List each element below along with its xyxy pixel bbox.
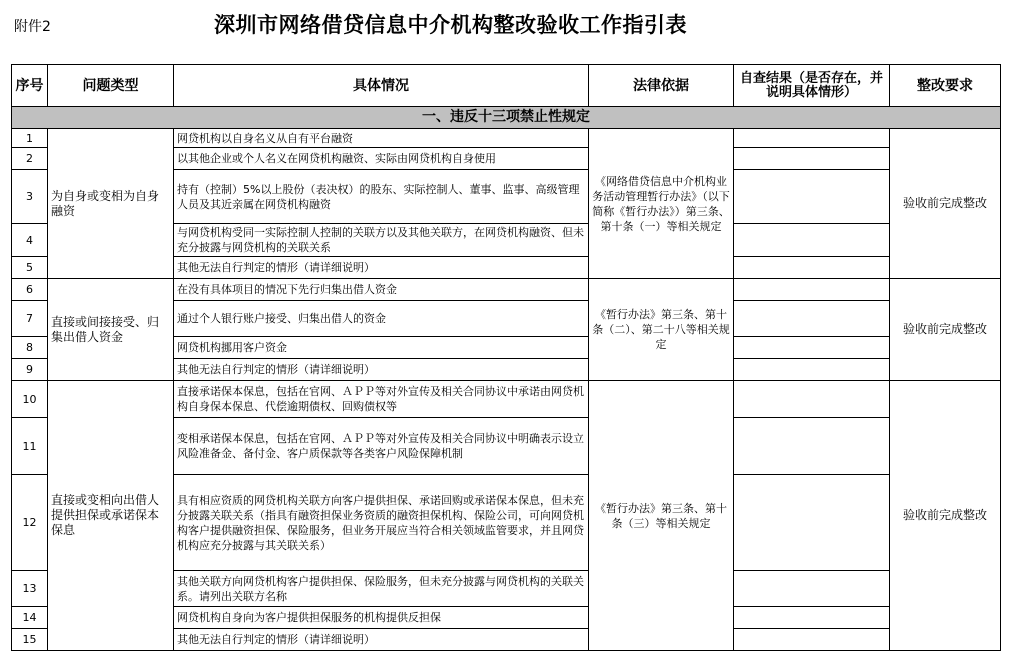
self-check-cell[interactable]: [734, 170, 890, 224]
row-number: 12: [12, 475, 48, 571]
requirement: 验收前完成整改: [890, 279, 1001, 381]
rectification-guide-table: [11, 64, 1001, 651]
detail-text: 直接承诺保本保息，包括在官网、ＡＰＰ等对外宣传及相关合同协议中承诺由网贷机构自身保本保息、代偿逾期债权、回购债权等: [174, 381, 589, 418]
row-number: 1: [12, 129, 48, 148]
detail-text: 网贷机构挪用客户资金: [174, 337, 589, 359]
row-number: 10: [12, 381, 48, 418]
detail-text: 持有（控制）5%以上股份（表决权）的股东、实际控制人、董事、监事、高级管理人员及其近亲属在网贷机构融资: [174, 170, 589, 224]
detail-text: 其他无法自行判定的情形（请详细说明）: [174, 629, 589, 651]
self-check-cell[interactable]: [734, 629, 890, 651]
row-number: 7: [12, 301, 48, 337]
self-check-cell[interactable]: [734, 224, 890, 257]
header-type: 问题类型: [48, 65, 174, 107]
detail-text: 其他无法自行判定的情形（请详细说明）: [174, 257, 589, 279]
header-self-check: 自查结果（是否存在，并说明具体情形）: [734, 65, 890, 107]
header-row: [12, 65, 1001, 107]
section-title: 一、违反十三项禁止性规定: [12, 107, 1001, 129]
row-number: 9: [12, 359, 48, 381]
self-check-cell[interactable]: [734, 279, 890, 301]
row-number: 8: [12, 337, 48, 359]
detail-text: 具有相应资质的网贷机构关联方向客户提供担保、承诺回购或承诺保本保息，但未充分披露关联关系（指具有融资担保业务资质的融资担保机构、保险公司，可向网贷机构客户提供融资担保、保险服务，但业务开展应当符合相关领域监管要求，并且网贷机构应充分披露与其关联关系）: [174, 475, 589, 571]
row-number: 5: [12, 257, 48, 279]
detail-text: 其他无法自行判定的情形（请详细说明）: [174, 359, 589, 381]
header-legal: 法律依据: [589, 65, 734, 107]
header-no: 序号: [12, 65, 48, 107]
row-number: 6: [12, 279, 48, 301]
page-title: 深圳市网络借贷信息中介机构整改验收工作指引表: [214, 13, 687, 37]
detail-text: 网贷机构自身向为客户提供担保服务的机构提供反担保: [174, 607, 589, 629]
requirement: 验收前完成整改: [890, 129, 1001, 279]
self-check-cell[interactable]: [734, 418, 890, 475]
problem-type: 为自身或变相为自身融资: [48, 129, 174, 279]
detail-text: 网贷机构以自身名义从自有平台融资: [174, 129, 589, 148]
self-check-cell[interactable]: [734, 381, 890, 418]
table-row: [12, 129, 1001, 148]
self-check-cell[interactable]: [734, 571, 890, 607]
section-row: [12, 107, 1001, 129]
legal-basis: 《暂行办法》第三条、第十条（二）、第二十八等相关规定: [589, 279, 734, 381]
problem-type: 直接或变相向出借人提供担保或承诺保本保息: [48, 381, 174, 651]
detail-text: 以其他企业或个人名义在网贷机构融资、实际由网贷机构自身使用: [174, 148, 589, 170]
requirement: 验收前完成整改: [890, 381, 1001, 651]
row-number: 4: [12, 224, 48, 257]
row-number: 13: [12, 571, 48, 607]
row-number: 3: [12, 170, 48, 224]
self-check-cell[interactable]: [734, 337, 890, 359]
table-row: [12, 279, 1001, 301]
legal-basis: 《暂行办法》第三条、第十条（三）等相关规定: [589, 381, 734, 651]
self-check-cell[interactable]: [734, 301, 890, 337]
row-number: 14: [12, 607, 48, 629]
header-requirement: 整改要求: [890, 65, 1001, 107]
self-check-cell[interactable]: [734, 148, 890, 170]
row-number: 11: [12, 418, 48, 475]
self-check-cell[interactable]: [734, 475, 890, 571]
detail-text: 通过个人银行账户接受、归集出借人的资金: [174, 301, 589, 337]
row-number: 15: [12, 629, 48, 651]
self-check-cell[interactable]: [734, 359, 890, 381]
row-number: 2: [12, 148, 48, 170]
detail-text: 与网贷机构受同一实际控制人控制的关联方以及其他关联方，在网贷机构融资、但未充分披露与网贷机构的关联关系: [174, 224, 589, 257]
table-row: [12, 381, 1001, 418]
attachment-label: 附件2: [14, 19, 51, 35]
problem-type: 直接或间接接受、归集出借人资金: [48, 279, 174, 381]
detail-text: 其他关联方向网贷机构客户提供担保、保险服务，但未充分披露与网贷机构的关联关系。请列出关联方名称: [174, 571, 589, 607]
self-check-cell[interactable]: [734, 129, 890, 148]
detail-text: 在没有具体项目的情况下先行归集出借人资金: [174, 279, 589, 301]
detail-text: 变相承诺保本保息，包括在官网、ＡＰＰ等对外宣传及相关合同协议中明确表示设立风险准备金、备付金、客户质保款等各类客户风险保障机制: [174, 418, 589, 475]
legal-basis: 《网络借贷信息中介机构业务活动管理暂行办法》（以下简称《暂行办法》）第三条、第十条（一）等相关规定: [589, 129, 734, 279]
self-check-cell[interactable]: [734, 607, 890, 629]
self-check-cell[interactable]: [734, 257, 890, 279]
header-details: 具体情况: [174, 65, 589, 107]
